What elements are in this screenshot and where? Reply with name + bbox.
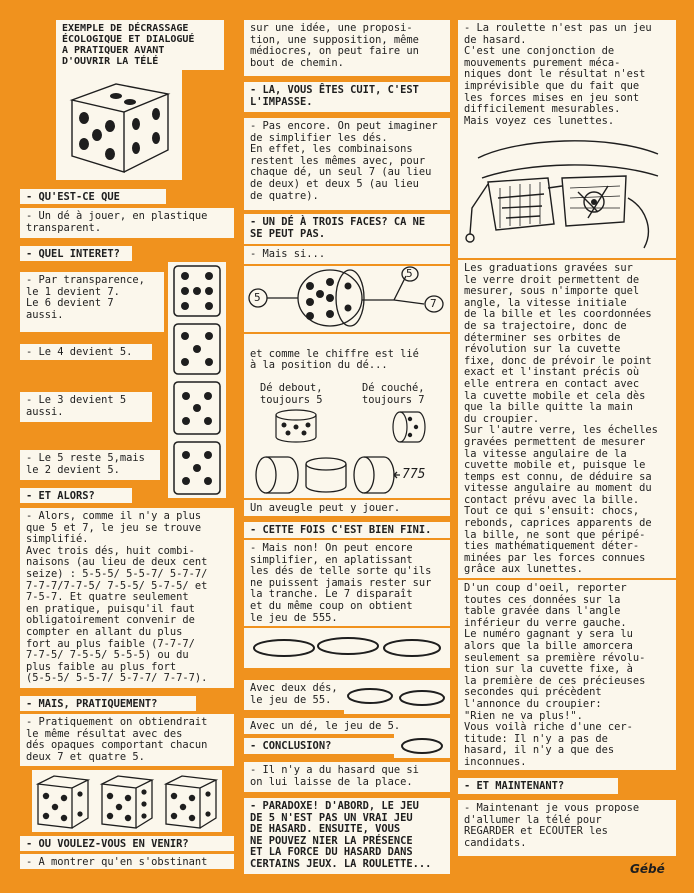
question-interest: - QUEL INTERET? bbox=[20, 246, 132, 261]
question-and-then: - ET ALORS? bbox=[20, 488, 132, 503]
col2-continuation: sur une idée, une proposi- tion, une supposition, même médiocres, on peut faire un bout de chemin. bbox=[244, 20, 450, 76]
label-standing: Dé debout, toujours 5 bbox=[260, 382, 323, 406]
answer-four-becomes-five: - Le 4 devient 5. bbox=[20, 344, 152, 360]
label-five-right: 5 bbox=[406, 267, 413, 280]
question-what-is-it: - QU'EST-CE QUE bbox=[20, 189, 166, 204]
col3-graduations: Les graduations gravées sur le verre droit permettent de mesurer, sous n'importe quel angle, la vitesse initiale de la bille et les coordonnées de sa trajectoire, donc de déterminer ses orbites de révolution sur la cuvette fixe, donc de prévoir le point exact et l'instant précis où elle entrera en contact avec la cuvette mobile et cela dès que la bille quitte la main du croupier. Sur l'autre verre, les échelles gravées permettent de mesurer la vitesse angulaire de la cuvette mobile et, puisque le temps est connu, de déduire sa vitesse angulaire au moment du contact prévu avec la bille. Tout ce qui s'ensuit: chocs, rebonds, caprices apparents de la bille, ne sont que péripé- ties mathématiquement déter- minées par les forces connues grâce aux lunettes. bbox=[458, 260, 676, 578]
col2-position-panel bbox=[244, 334, 450, 454]
standing-lying-dice bbox=[250, 383, 444, 445]
question-where-going: - OU VOULEZ-VOUS EN VENIR? bbox=[20, 836, 234, 851]
col2-chance-space: - Il n'y a du hasard que si on lui laisse de la place. bbox=[244, 762, 450, 792]
col2-two-dice: Avec deux dés, le jeu de 55. bbox=[244, 680, 344, 710]
two-flat-dice-illustration bbox=[344, 680, 450, 714]
col2-finished: - CETTE FOIS C'EST BIEN FINI. bbox=[244, 522, 450, 538]
col2-simplify-dice: - Pas encore. On peut imaginer de simplifier les dés. En effet, les combinaisons restent les mêmes avec, pour chaque dé, un seul 7 (au lieu de deux) et deux 5 (au lieu de quatre). bbox=[244, 118, 450, 210]
answer-plastic-die: - Un dé à jouer, en plastique transparent. bbox=[20, 208, 234, 238]
col2-dead-end: - LA, VOUS ÊTES CUIT, C'EST L'IMPASSE. bbox=[244, 82, 450, 112]
signature: Gébé bbox=[630, 862, 665, 876]
label-775: 775 bbox=[402, 467, 426, 482]
col2-blind-can-play: Un aveugle peut y jouer. bbox=[244, 500, 450, 516]
label-lying: Dé couché, toujours 7 bbox=[362, 382, 425, 406]
label-seven: 7 bbox=[430, 297, 437, 310]
col2-position-text: et comme le chiffre est lié à la position du dé... bbox=[250, 347, 419, 372]
col2-flatten: - Mais non! On peut encore simplifier, en aplatissant les dés de telle sorte qu'ils ne puissent jamais rester sur la tranche. Le 7 disparaît et du même coup on obtient le jeu de 555. bbox=[244, 540, 450, 626]
answer-five-stays-five: - Le 5 reste 5,mais le 2 devient 5. bbox=[20, 450, 160, 480]
answer-to-show: - A montrer qu'en s'obstinant bbox=[20, 854, 234, 869]
col2-one-die: Avec un dé, le jeu de 5. bbox=[244, 718, 450, 734]
col3-watch-tv: - Maintenant je vous propose d'allumer la télé pour REGARDER et ECOUTER les candidats. bbox=[458, 800, 676, 856]
answer-opaque-dice: - Pratiquement on obtiendrait le même résultat avec des dés opaques comportant chacun deux 7 et quatre 5. bbox=[20, 714, 234, 766]
three-flat-dice-illustration bbox=[244, 628, 450, 668]
col3-roulette: - La roulette n'est pas un jeu de hasard. C'est une conjonction de mouvements purement méca- niques dont le résultat n'est imprévisible que du fait que les forces mises en jeu sont difficilement mesurables. Mais voyez ces lunettes. bbox=[458, 20, 676, 138]
answer-three-becomes-five: - Le 3 devient 5 aussi. bbox=[20, 392, 152, 422]
three-dice-illustration bbox=[32, 770, 222, 832]
article-title: EXEMPLE DE DÉCRASSAGE ÉCOLOGIQUE ET DIALOGUÉ A PRATIQUER AVANT D'OUVRIR LA TÉLÉ bbox=[56, 20, 224, 70]
one-flat-die-illustration bbox=[394, 734, 450, 758]
three-face-die-illustration bbox=[244, 266, 450, 332]
glasses-illustration bbox=[458, 138, 676, 258]
col2-three-faces: - UN DÉ À TROIS FACES? CA NE SE PEUT PAS. bbox=[244, 214, 450, 244]
answer-combinations: - Alors, comme il n'y a plus que 5 et 7, le jeu se trouve simplifié. Avec trois dés, huit combi- naisons (au lieu de deux cent seize) : 5-5-5/ 5-5-7/ 5-7-7/ 7-7-7/7-7-5/ 7-5-5/ 5-7-5/ et 7-5-7. Et quatre seulement en pratique, puisqu'il faut obligatoirement convenir de compter en allant du plus fort au plus faible (7-7-7/ 7-7-5/ 7-5-5/ 5-5-5) ou du plus faible au plus fort (5-5-5/ 5-5-7/ 5-7-7/ 7-7-7). bbox=[20, 508, 234, 688]
label-five-left: 5 bbox=[254, 291, 261, 304]
question-practically: - MAIS, PRATIQUEMENT? bbox=[20, 696, 196, 711]
answer-one-becomes-seven: - Par transparence, le 1 devient 7. Le 6 devient 7 aussi. bbox=[20, 272, 164, 332]
col2-conclusion: - CONCLUSION? bbox=[244, 738, 394, 754]
col2-paradox: - PARADOXE! D'ABORD, LE JEU DE 5 N'EST PAS UN VRAI JEU DE HASARD. ENSUITE, VOUS NE POUVEZ NIER LA PRÉSENCE ET LA FORCE DU HASARD DANS CERTAINS JEUX. LA ROULETTE... bbox=[244, 798, 450, 874]
col3-and-now: - ET MAINTENANT? bbox=[458, 778, 618, 794]
col2-but-yes: - Mais si... bbox=[244, 246, 450, 264]
blank-dice-illustration bbox=[244, 452, 450, 498]
dice-faces-column bbox=[168, 262, 226, 498]
col3-winning-number: D'un coup d'oeil, reporter toutes ces données sur la table gravée dans l'angle inférieur du verre gauche. Le numéro gagnant y sera lu alors que la bille amorcera seulement sa première révolu- tion sur la cuvette fixe, à la première de ces précieuses secondes qui précèdent l'annonce du croupier: "Rien ne va plus!". Vous voilà riche d'une cer- titude: Il n'y a pas de hasard, il n'y a que des inconnues. bbox=[458, 580, 676, 770]
transparent-die-illustration bbox=[56, 70, 182, 180]
